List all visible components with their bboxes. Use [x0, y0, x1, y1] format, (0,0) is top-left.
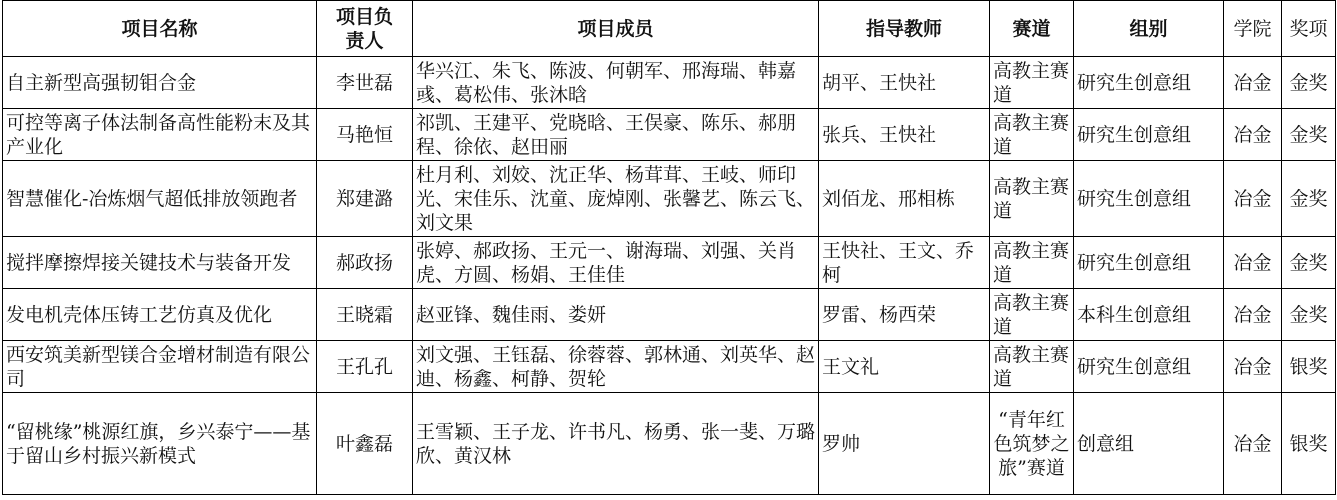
- header-group: 组别: [1074, 1, 1224, 57]
- cell-advisor: 罗帅: [819, 393, 990, 495]
- cell-project-name: 智慧催化-冶炼烟气超低排放领跑者: [3, 161, 317, 237]
- cell-track: 高教主赛道: [990, 109, 1074, 161]
- cell-leader: 郝政扬: [317, 237, 413, 289]
- table-row: [3, 57, 1336, 109]
- cell-award: 金奖: [1282, 161, 1336, 237]
- cell-track: “青年红色筑梦之旅”赛道: [990, 393, 1074, 495]
- cell-track: 高教主赛道: [990, 237, 1074, 289]
- cell-advisor: 王快社、王文、乔柯: [819, 237, 990, 289]
- cell-award: 金奖: [1282, 57, 1336, 109]
- header-project-name: 项目名称: [3, 1, 317, 57]
- cell-members: 华兴江、朱飞、陈波、何朝军、邢海瑞、韩嘉彧、葛松伟、张沐晗: [413, 57, 819, 109]
- header-advisor: 指导教师: [819, 1, 990, 57]
- cell-group: 创意组: [1074, 393, 1224, 495]
- cell-college: 冶金: [1224, 161, 1282, 237]
- table-row: [3, 393, 1336, 495]
- cell-members: 王雪颖、王子龙、许书凡、杨勇、张一斐、万璐欣、黄汉林: [413, 393, 819, 495]
- cell-leader: 叶鑫磊: [317, 393, 413, 495]
- cell-members: 杜月利、刘姣、沈正华、杨茸茸、王岐、师印光、宋佳乐、沈童、庞焯刚、张馨艺、陈云飞、刘文果: [413, 161, 819, 237]
- cell-project-name: 自主新型高强韧钼合金: [3, 57, 317, 109]
- header-track: 赛道: [990, 1, 1074, 57]
- header-project-members: 项目成员: [413, 1, 819, 57]
- cell-college: 冶金: [1224, 57, 1282, 109]
- cell-advisor: 刘佰龙、邢相栋: [819, 161, 990, 237]
- cell-project-name: 西安筑美新型镁合金增材制造有限公司: [3, 341, 317, 393]
- cell-group: 研究生创意组: [1074, 161, 1224, 237]
- table-row: [3, 237, 1336, 289]
- header-project-leader: 项目负责人: [317, 1, 413, 57]
- table-row: [3, 161, 1336, 237]
- cell-track: 高教主赛道: [990, 161, 1074, 237]
- cell-track: 高教主赛道: [990, 57, 1074, 109]
- table-row: [3, 289, 1336, 341]
- cell-college: 冶金: [1224, 289, 1282, 341]
- cell-advisor: 张兵、王快社: [819, 109, 990, 161]
- cell-award: 金奖: [1282, 109, 1336, 161]
- cell-members: 张婷、郝政扬、王元一、谢海瑞、刘强、关肖虎、方圆、杨娟、王佳佳: [413, 237, 819, 289]
- cell-college: 冶金: [1224, 109, 1282, 161]
- cell-project-name: “留桃缘”桃源红旗，乡兴泰宁——基于留山乡村振兴新模式: [3, 393, 317, 495]
- cell-project-name: 发电机壳体压铸工艺仿真及优化: [3, 289, 317, 341]
- cell-members: 刘文强、王钰磊、徐蓉蓉、郭林通、刘英华、赵迪、杨鑫、柯静、贺轮: [413, 341, 819, 393]
- header-award: 奖项: [1282, 1, 1336, 57]
- awards-table: [2, 0, 1336, 495]
- cell-project-name: 搅拌摩擦焊接关键技术与装备开发: [3, 237, 317, 289]
- cell-leader: 王孔孔: [317, 341, 413, 393]
- cell-group: 研究生创意组: [1074, 109, 1224, 161]
- cell-members: 赵亚锋、魏佳雨、娄妍: [413, 289, 819, 341]
- header-college: 学院: [1224, 1, 1282, 57]
- table-row: [3, 341, 1336, 393]
- cell-members: 祁凯、王建平、党晓晗、王俣豪、陈乐、郝朋程、徐依、赵田丽: [413, 109, 819, 161]
- cell-group: 本科生创意组: [1074, 289, 1224, 341]
- cell-advisor: 胡平、王快社: [819, 57, 990, 109]
- cell-track: 高教主赛道: [990, 341, 1074, 393]
- cell-leader: 王晓霜: [317, 289, 413, 341]
- header-row: [3, 1, 1336, 57]
- table-row: [3, 109, 1336, 161]
- cell-leader: 李世磊: [317, 57, 413, 109]
- cell-group: 研究生创意组: [1074, 237, 1224, 289]
- cell-award: 金奖: [1282, 289, 1336, 341]
- cell-project-name: 可控等离子体法制备高性能粉末及其产业化: [3, 109, 317, 161]
- cell-award: 银奖: [1282, 393, 1336, 495]
- cell-advisor: 罗雷、杨西荣: [819, 289, 990, 341]
- cell-leader: 马艳恒: [317, 109, 413, 161]
- cell-group: 研究生创意组: [1074, 57, 1224, 109]
- cell-advisor: 王文礼: [819, 341, 990, 393]
- cell-college: 冶金: [1224, 393, 1282, 495]
- cell-college: 冶金: [1224, 341, 1282, 393]
- cell-award: 银奖: [1282, 341, 1336, 393]
- cell-college: 冶金: [1224, 237, 1282, 289]
- cell-group: 研究生创意组: [1074, 341, 1224, 393]
- cell-award: 金奖: [1282, 237, 1336, 289]
- cell-leader: 郑建潞: [317, 161, 413, 237]
- cell-track: 高教主赛道: [990, 289, 1074, 341]
